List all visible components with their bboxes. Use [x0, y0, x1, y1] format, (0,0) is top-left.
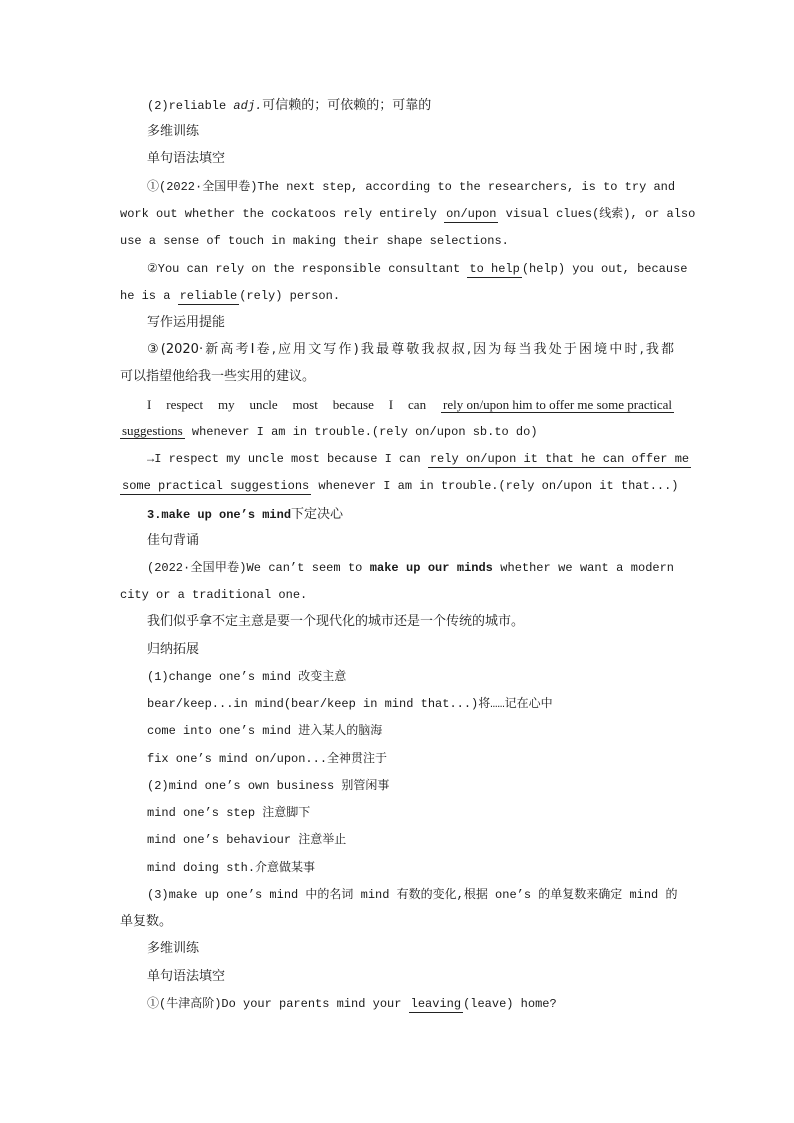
text: whether we want a modern	[492, 561, 674, 575]
question-2-line-2	[120, 287, 340, 305]
question-3-line-3	[147, 396, 674, 414]
section-label-guina: 归纳拓展	[147, 642, 200, 657]
section-label-duowei: 多维训练	[147, 124, 200, 139]
question-3-line-4	[120, 423, 538, 441]
text: (leave) home?	[463, 997, 557, 1011]
text: whenever I am in trouble.(rely on/upon sb.to do)	[184, 425, 538, 439]
text: (rely) person.	[239, 289, 341, 303]
phrase-item: mind one’s behaviour 注意举止	[147, 833, 347, 847]
question-3-line-6	[120, 477, 679, 495]
answer-blank: reliable	[179, 289, 238, 303]
phrase-item: fix one’s mind on/upon...全神贯注于	[147, 752, 388, 766]
phrase-item: mind doing sth.介意做某事	[147, 861, 316, 875]
part-of-speech: adj.	[233, 99, 263, 113]
question-1-line-1: ①(2022·全国甲卷)The next step, according to the researchers, is to try and	[147, 180, 676, 194]
question-2-line-1	[147, 260, 688, 278]
phrase-item: (2)mind one’s own business 别管闲事	[147, 779, 390, 793]
note-line-1: (3)make up one’s mind 中的名词 mind 有数的变化,根据 one’s 的单复数来确定 mind 的	[147, 888, 678, 902]
question-3-line-5	[147, 450, 690, 468]
text: I respect my uncle most because I can	[147, 397, 441, 412]
answer-blank: to help	[469, 262, 520, 276]
heading-meaning: 下定决心	[291, 507, 344, 522]
heading-phrase: 3.make up one’s mind	[147, 508, 292, 522]
text: (help) you out, because	[521, 262, 688, 276]
section-label-jiaju: 佳句背诵	[147, 533, 200, 548]
phrase-item: come into one’s mind 进入某人的脑海	[147, 724, 383, 738]
answer-blank: leaving	[410, 997, 462, 1011]
question-3-line-2: 可以指望他给我一些实用的建议。	[120, 369, 316, 384]
phrase-item: mind one’s step 注意脚下	[147, 806, 311, 820]
question-1-line-3: use a sense of touch in making their shape selections.	[120, 234, 509, 248]
question-3-line-1: ③(2020·新高考Ⅰ卷,应用文写作)我最尊敬我叔叔,因为每当我处于困境中时,我都	[147, 342, 674, 357]
question-mind-line	[147, 995, 557, 1013]
text: he is a	[120, 289, 178, 303]
section-label-danju: 单句语法填空	[147, 969, 226, 984]
definition-text: 可信赖的；可依赖的；可靠的	[262, 98, 432, 113]
text: ②You can rely on the responsible consultant	[147, 262, 468, 276]
section-label-danju: 单句语法填空	[147, 151, 226, 166]
text: →I respect my uncle most because I can	[147, 452, 428, 466]
answer-blank: some practical suggestions	[122, 479, 310, 493]
answer-blank: rely on/upon it that he can offer me	[429, 452, 690, 466]
text: whenever I am in trouble.(rely on/upon it that...)	[311, 479, 679, 493]
text: (2022·全国甲卷)We can’t seem to	[147, 561, 370, 575]
entry-reliable	[147, 96, 431, 115]
section-heading-make-up-mind	[147, 505, 343, 524]
key-phrase: make up our minds	[369, 561, 493, 575]
answer-blank: suggestions	[122, 423, 183, 438]
word-text: (2)reliable	[147, 99, 234, 113]
text: visual clues(线索), or also	[498, 207, 696, 221]
phrase-item: (1)change one’s mind 改变主意	[147, 670, 347, 684]
answer-blank: rely on/upon him to offer me some practical	[443, 397, 672, 412]
phrase-item: bear/keep...in mind(bear/keep in mind that...)将……记在心中	[147, 697, 553, 711]
section-label-duowei: 多维训练	[147, 941, 200, 956]
example-line-1	[147, 559, 674, 577]
example-line-2: city or a traditional one.	[120, 588, 308, 602]
question-1-line-2	[120, 205, 696, 223]
text: work out whether the cockatoos rely entirely	[120, 207, 445, 221]
answer-blank: on/upon	[446, 207, 497, 221]
text: ①(牛津高阶)Do your parents mind your	[147, 997, 409, 1011]
note-line-2: 单复数。	[120, 914, 173, 929]
example-translation: 我们似乎拿不定主意是要一个现代化的城市还是一个传统的城市。	[147, 614, 525, 629]
section-label-xiezuo: 写作运用提能	[147, 315, 226, 330]
